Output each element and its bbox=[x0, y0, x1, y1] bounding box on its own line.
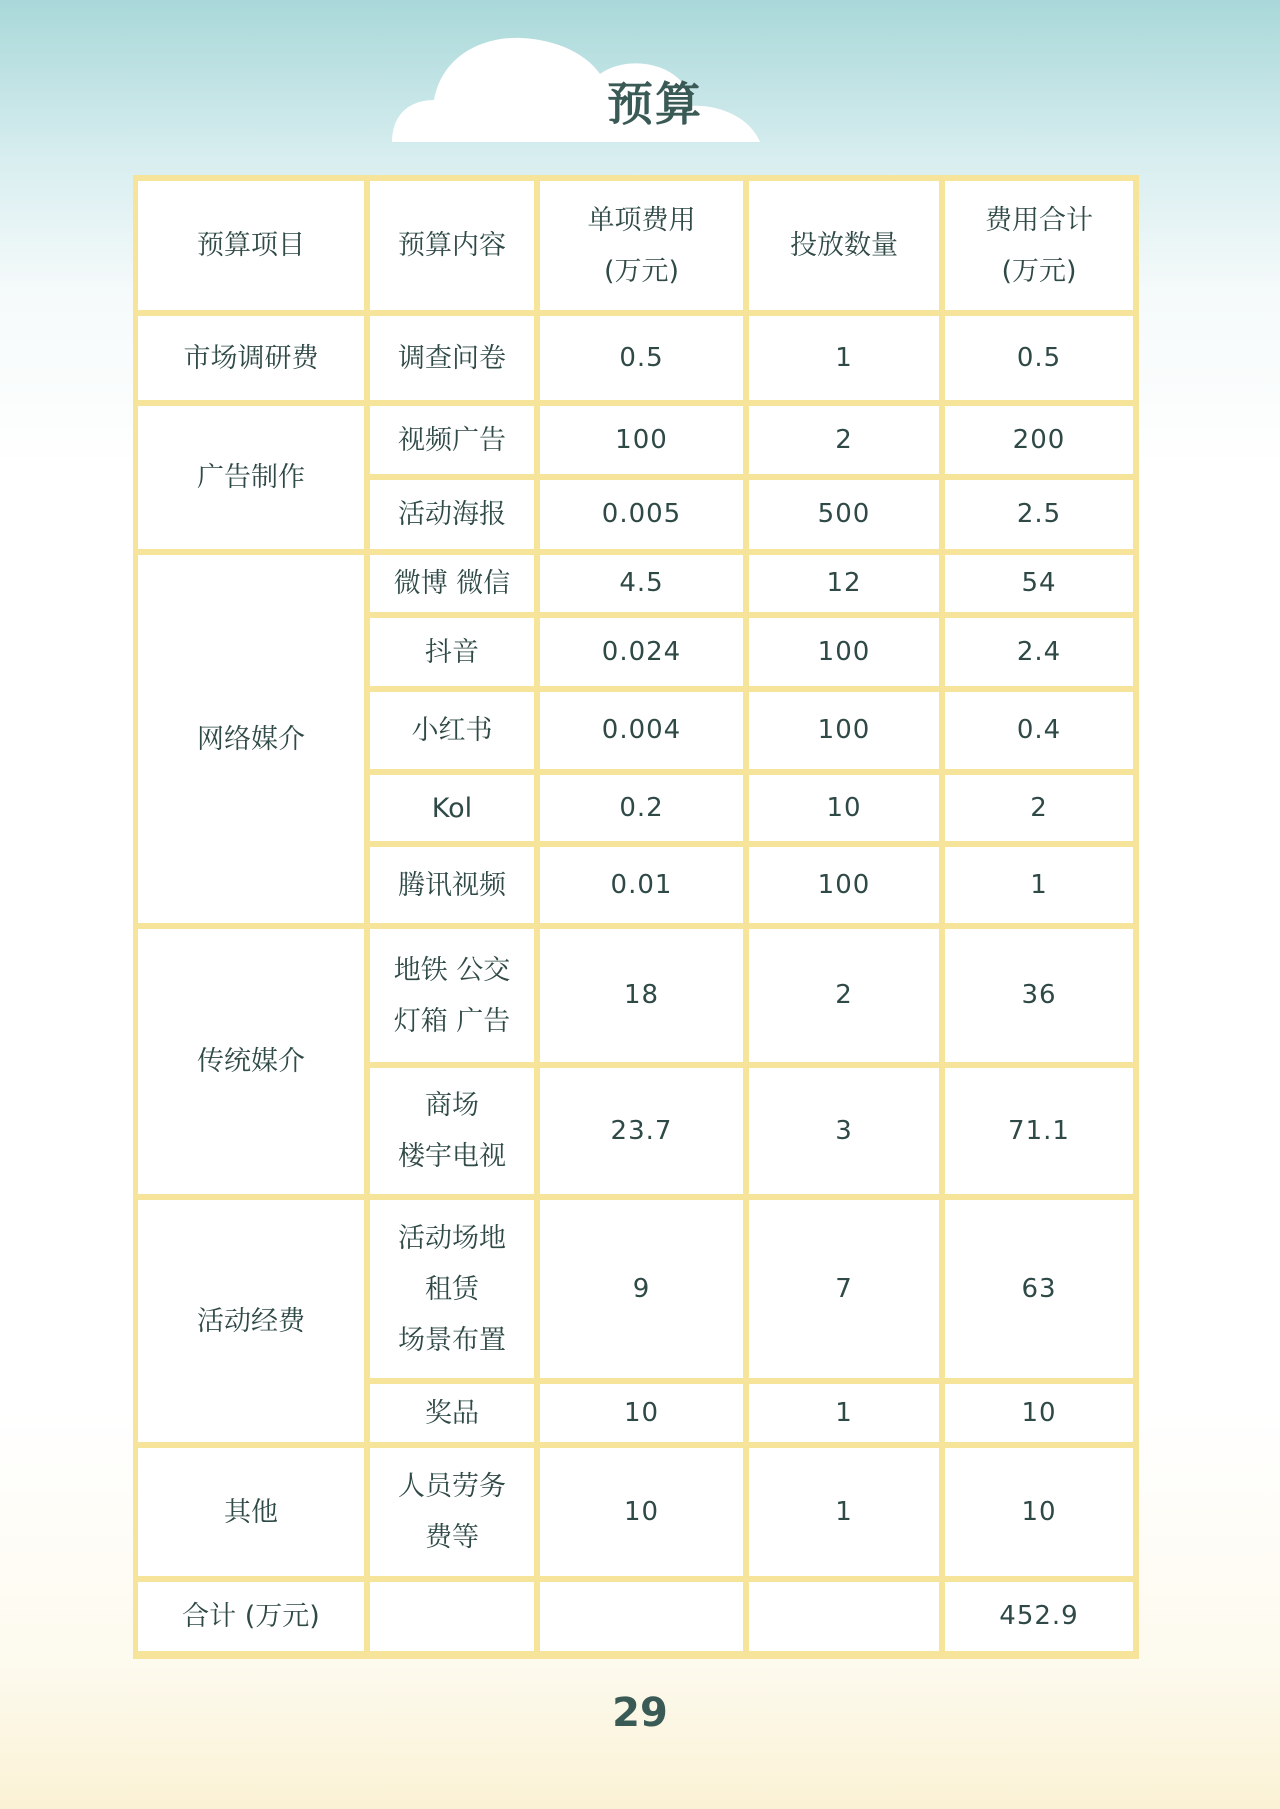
cell-text: 23.7 bbox=[610, 1115, 673, 1146]
cell-text: 网络媒介 bbox=[197, 723, 305, 755]
cell-text: 10 bbox=[826, 792, 862, 823]
cell-text: 场景布置 bbox=[398, 1324, 506, 1356]
budget-content-cell bbox=[370, 1384, 534, 1442]
cell-text: 3 bbox=[835, 1115, 853, 1146]
total-cost-cell bbox=[945, 1384, 1133, 1442]
unit-cost-cell bbox=[540, 316, 743, 400]
cell-text: (万元) bbox=[1001, 255, 1077, 287]
budget-item-cell bbox=[138, 1448, 364, 1576]
cell-text: 0.004 bbox=[601, 715, 682, 745]
cell-text: 1 bbox=[1030, 869, 1048, 900]
cell-text: 0.4 bbox=[1016, 715, 1062, 745]
cell-text: 0.024 bbox=[601, 636, 682, 667]
cell-text: 36 bbox=[1021, 980, 1057, 1010]
budget-content-cell bbox=[370, 847, 534, 923]
cell-text: 54 bbox=[1021, 568, 1057, 598]
budget-content-cell bbox=[370, 1068, 534, 1194]
unit-cost-cell bbox=[540, 480, 743, 549]
total-cost-cell bbox=[945, 1200, 1133, 1378]
cell-text: 奖品 bbox=[425, 1397, 479, 1429]
total-cost-cell bbox=[945, 1068, 1133, 1194]
cell-text: 活动经费 bbox=[197, 1305, 305, 1337]
unit-cost-cell bbox=[540, 618, 743, 686]
cell-text: 1 bbox=[835, 1397, 853, 1428]
budget-item-cell bbox=[138, 555, 364, 923]
summary-empty-cell bbox=[370, 1582, 534, 1651]
quantity-cell bbox=[749, 1200, 939, 1378]
cell-text: 10 bbox=[1021, 1397, 1057, 1428]
cell-text: 视频广告 bbox=[398, 424, 506, 456]
unit-cost-cell bbox=[540, 1384, 743, 1442]
header-budget-content bbox=[370, 181, 534, 310]
quantity-cell bbox=[749, 1068, 939, 1194]
cell-text: 地铁 公交 bbox=[393, 954, 511, 986]
cell-text: 2 bbox=[1030, 792, 1048, 823]
cell-text: 0.2 bbox=[619, 792, 664, 823]
cell-text: 其他 bbox=[224, 1496, 278, 1528]
cell-text: 0.5 bbox=[1016, 342, 1062, 373]
cell-text: 100 bbox=[817, 869, 871, 900]
cell-text: 费等 bbox=[425, 1522, 479, 1553]
unit-cost-cell bbox=[540, 1068, 743, 1194]
summary-empty-cell bbox=[749, 1582, 939, 1651]
header-budget-item bbox=[138, 181, 364, 310]
summary-total-cell bbox=[945, 1582, 1133, 1651]
cell-text: 广告制作 bbox=[197, 462, 305, 493]
unit-cost-cell bbox=[540, 406, 743, 474]
summary-label-cell bbox=[138, 1582, 364, 1651]
total-cost-cell bbox=[945, 406, 1133, 474]
quantity-cell bbox=[749, 929, 939, 1062]
quantity-cell bbox=[749, 555, 939, 612]
cell-text: 18 bbox=[623, 980, 660, 1010]
budget-content-cell bbox=[370, 775, 534, 841]
cell-text: 63 bbox=[1021, 1273, 1057, 1304]
budget-item-cell bbox=[138, 929, 364, 1194]
total-cost-cell bbox=[945, 555, 1133, 612]
cell-text: 2 bbox=[835, 424, 853, 455]
quantity-cell bbox=[749, 618, 939, 686]
cell-text: 1 bbox=[835, 342, 853, 373]
cell-text: 10 bbox=[623, 1397, 660, 1428]
header-quantity bbox=[749, 181, 939, 310]
cell-text: 小红书 bbox=[411, 715, 493, 746]
cell-text: 费用合计 bbox=[985, 204, 1093, 236]
budget-item-cell bbox=[138, 316, 364, 400]
cell-text: 2.4 bbox=[1016, 636, 1062, 667]
cell-text: 活动海报 bbox=[398, 499, 506, 530]
cell-text: 腾讯视频 bbox=[398, 869, 506, 901]
summary-empty-cell bbox=[540, 1582, 743, 1651]
budget-table bbox=[133, 175, 1139, 1659]
budget-item-cell bbox=[138, 1200, 364, 1442]
unit-cost-cell bbox=[540, 929, 743, 1062]
budget-content-cell bbox=[370, 618, 534, 686]
cell-text: 投放数量 bbox=[790, 230, 898, 261]
page-number: 29 bbox=[612, 1690, 668, 1736]
quantity-cell bbox=[749, 1448, 939, 1576]
cell-text: 12 bbox=[826, 568, 862, 598]
cell-text: 单项费用 bbox=[587, 204, 696, 236]
cell-text: 微博 微信 bbox=[393, 568, 511, 599]
budget-content-cell bbox=[370, 929, 534, 1062]
unit-cost-cell bbox=[540, 692, 743, 769]
cell-text: 活动场地 bbox=[398, 1222, 506, 1254]
page-title: 预算 bbox=[607, 77, 703, 131]
cell-text: 0.005 bbox=[601, 499, 682, 529]
unit-cost-cell bbox=[540, 775, 743, 841]
quantity-cell bbox=[749, 775, 939, 841]
quantity-cell bbox=[749, 692, 939, 769]
budget-content-cell bbox=[370, 692, 534, 769]
cell-text: Kol bbox=[431, 792, 473, 824]
cell-text: 商场 bbox=[425, 1090, 479, 1121]
cell-text: 人员劳务 bbox=[398, 1471, 506, 1502]
total-cost-cell bbox=[945, 775, 1133, 841]
header-total-cost bbox=[945, 181, 1133, 310]
cell-text: 租赁 bbox=[425, 1273, 479, 1305]
cell-text: 7 bbox=[835, 1273, 853, 1304]
budget-content-cell bbox=[370, 316, 534, 400]
cell-text: 0.01 bbox=[610, 869, 673, 900]
cell-text: 0.5 bbox=[619, 342, 664, 373]
cell-text: 市场调研费 bbox=[183, 342, 319, 374]
cell-text: 500 bbox=[817, 499, 871, 529]
total-cost-cell bbox=[945, 480, 1133, 549]
quantity-cell bbox=[749, 316, 939, 400]
quantity-cell bbox=[749, 480, 939, 549]
cell-text: 传统媒介 bbox=[197, 1046, 305, 1077]
cell-text: 灯箱 广告 bbox=[393, 1005, 511, 1037]
cell-text: 71.1 bbox=[1008, 1115, 1070, 1146]
cell-text: 2 bbox=[835, 980, 853, 1010]
cell-text: 预算内容 bbox=[398, 230, 506, 261]
cell-text: 1 bbox=[835, 1496, 853, 1527]
budget-item-cell bbox=[138, 406, 364, 549]
total-cost-cell bbox=[945, 1448, 1133, 1576]
unit-cost-cell bbox=[540, 847, 743, 923]
total-cost-cell bbox=[945, 692, 1133, 769]
cell-text: 楼宇电视 bbox=[398, 1141, 506, 1172]
total-cost-cell bbox=[945, 316, 1133, 400]
cell-text: 100 bbox=[615, 424, 668, 455]
cell-text: 合计 (万元) bbox=[182, 1601, 320, 1632]
unit-cost-cell bbox=[540, 1200, 743, 1378]
cell-text: 9 bbox=[632, 1273, 651, 1304]
quantity-cell bbox=[749, 406, 939, 474]
quantity-cell bbox=[749, 1384, 939, 1442]
header-unit-cost bbox=[540, 181, 743, 310]
budget-content-cell bbox=[370, 1200, 534, 1378]
cell-text: 10 bbox=[623, 1496, 660, 1527]
cell-text: 100 bbox=[817, 715, 871, 745]
budget-content-cell bbox=[370, 480, 534, 549]
total-cost-cell bbox=[945, 618, 1133, 686]
cell-text: 预算项目 bbox=[197, 230, 305, 261]
budget-content-cell bbox=[370, 555, 534, 612]
cell-text: 100 bbox=[817, 636, 871, 667]
cell-text: 200 bbox=[1012, 424, 1066, 455]
cell-text: (万元) bbox=[603, 255, 680, 287]
total-cost-cell bbox=[945, 847, 1133, 923]
cell-text: 2.5 bbox=[1016, 499, 1062, 529]
cell-text: 4.5 bbox=[619, 568, 664, 598]
cell-text: 调查问卷 bbox=[398, 342, 506, 374]
cell-text: 10 bbox=[1021, 1496, 1057, 1527]
unit-cost-cell bbox=[540, 1448, 743, 1576]
cell-text: 452.9 bbox=[999, 1601, 1079, 1631]
cell-text: 抖音 bbox=[425, 636, 479, 668]
unit-cost-cell bbox=[540, 555, 743, 612]
quantity-cell bbox=[749, 847, 939, 923]
budget-content-cell bbox=[370, 406, 534, 474]
budget-content-cell bbox=[370, 1448, 534, 1576]
total-cost-cell bbox=[945, 929, 1133, 1062]
